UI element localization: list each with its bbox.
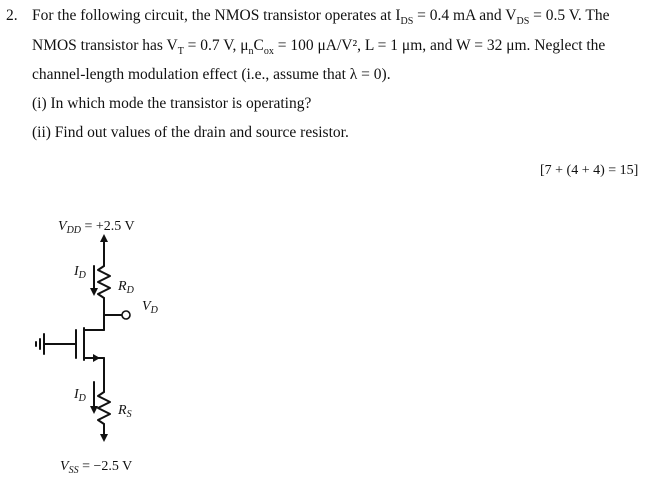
id-bottom-arrow-icon xyxy=(90,406,98,414)
id-bottom-label: $I_D$ xyxy=(74,387,86,404)
vd-terminal-icon xyxy=(122,311,130,319)
problem-line-3: channel-length modulation effect (i.e., assume that λ = 0). xyxy=(32,66,391,83)
vss-label: $V_{SS} = -2.5$ V xyxy=(60,459,133,476)
question-i: (i) In which mode the transistor is operating? xyxy=(32,95,312,112)
problem-number: 2. xyxy=(6,7,18,24)
rd-label: $R_D$ xyxy=(118,279,134,296)
vdd-label: $V_{DD} = +2.5$ V xyxy=(58,219,135,236)
marks-allocation: [7 + (4 + 4) = 15] xyxy=(540,163,639,178)
rs-resistor xyxy=(98,392,110,424)
question-ii: (ii) Find out values of the drain and source resistor. xyxy=(32,124,349,141)
rs-label: $R_S$ xyxy=(118,403,132,420)
source-arrow-icon xyxy=(93,354,100,362)
rd-resistor xyxy=(98,266,110,298)
id-top-label: $I_D$ xyxy=(74,264,86,281)
vdd-arrow-icon xyxy=(100,234,108,242)
problem-line-1: For the following circuit, the NMOS transistor operates at $I_{DS} = 0.4$ mA and $V_{DS} = 0.5$ V. The xyxy=(32,7,610,28)
vd-label: $V_D$ xyxy=(142,299,158,316)
problem-line-2: NMOS transistor has $V_T = 0.7$ V, $\mu_nC_{ox} = 100$ μA/V², L = 1 μm, and W = 32 μm. Neglect the xyxy=(32,37,606,58)
vss-arrow-icon xyxy=(100,434,108,442)
id-top-arrow-icon xyxy=(90,288,98,296)
